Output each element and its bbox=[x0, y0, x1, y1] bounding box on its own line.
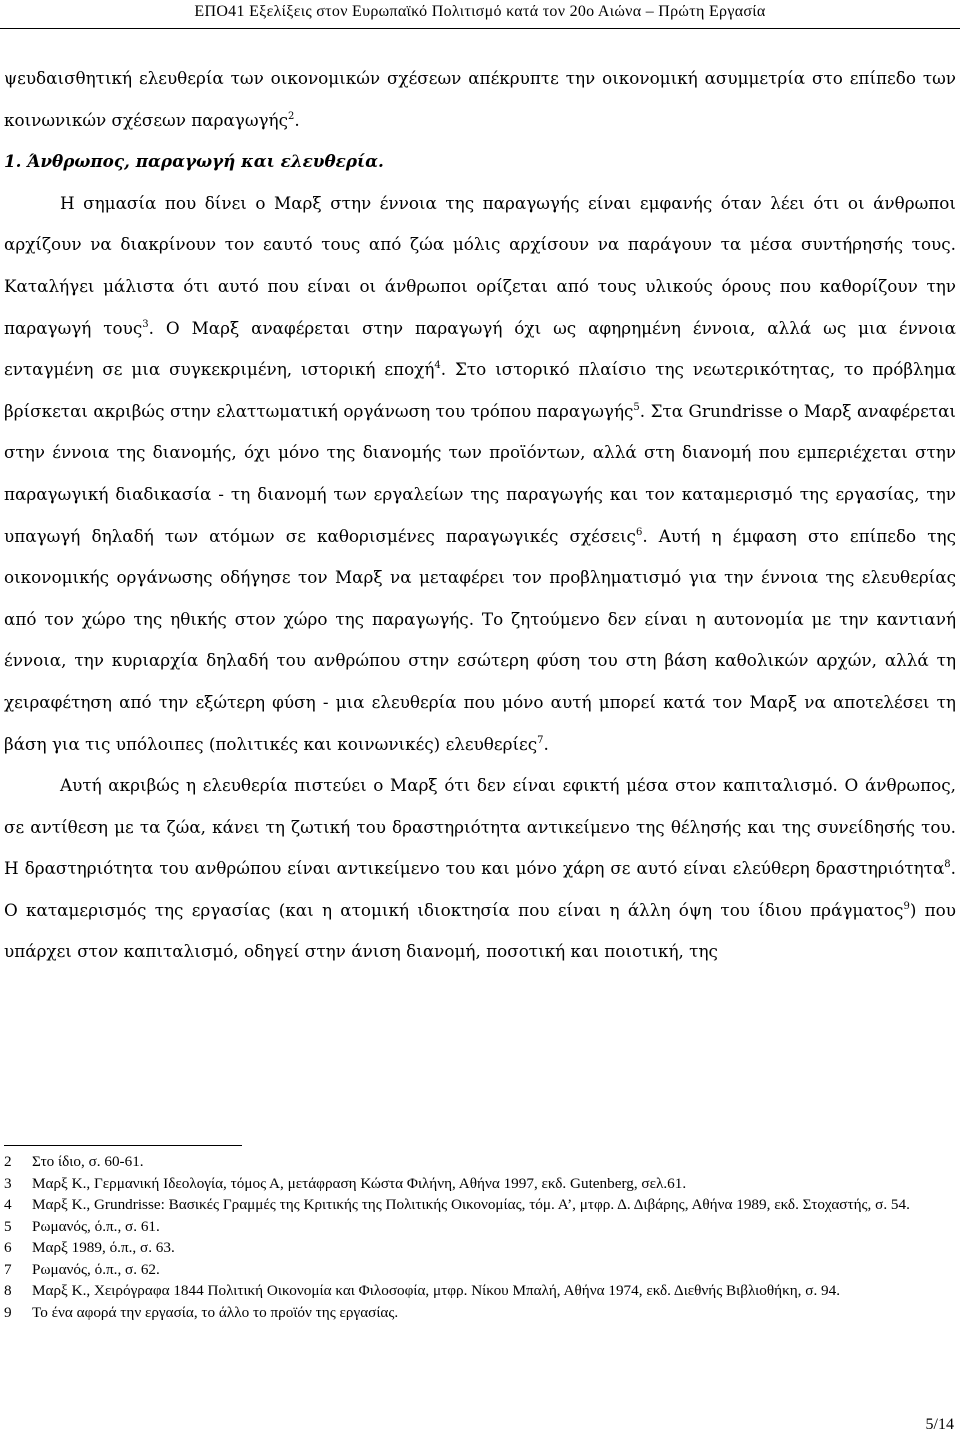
paragraph: Αυτή ακριβώς η ελευθερία πιστεύει ο Μαρξ ότι δεν είναι εφικτή μέσα στον καπιταλισμό. Ο άνθρωπος, σε αντίθεση με τα ζώα, κάνει τη ζωτική του δραστηριότητα αντικείμενο της θέλησής και της συνείδησής του. Η δραστηριότητα του ανθρώπου είναι αντικείμενο του και μόνο χάρη σε αυτό είναι ελεύθερη δραστηριότητα$^8$. Ο καταμερισμός της εργασίας (και η ατομική ιδιοκτησία που είναι η άλλη όψη του ίδιου πράγματος$^9$) που υπάρχει στον καπιταλισμό, οδηγεί στην άνιση διανομή, ποσοτική και ποιοτική, της bbox=[4, 775, 956, 962]
footnote bbox=[4, 1173, 956, 1195]
footnote bbox=[4, 1237, 956, 1259]
footnote-number: 8 bbox=[4, 1282, 12, 1299]
footnote-text: Μαρξ 1989, ό.π., σ. 63. bbox=[32, 1239, 175, 1256]
footnote-ref: 4 bbox=[434, 360, 441, 372]
footnote-text: Το ένα αφορά την εργασία, το άλλο το προϊόν της εργασίας. bbox=[32, 1303, 399, 1321]
footnote bbox=[4, 1151, 956, 1173]
footnote-ref: 8 bbox=[944, 859, 951, 871]
footnote-text: Μαρξ Κ., Γερμανική Ιδεολογία, τόμος Α, μετάφραση Κώστα Φιλήνη, Αθήνα 1997, εκδ. Gutenberg, σελ.61. bbox=[32, 1174, 687, 1192]
footnote-number: 9 bbox=[4, 1303, 12, 1321]
footnote-text: Μαρξ Κ., Grundrisse: Βασικές Γραμμές της Κριτικής της Πολιτικής Οικονομίας, τόμ. Α’, μτφρ. Δ. Διβάρης, Αθήνα 1989, εκδ. Στοχαστής, σ. 54. bbox=[32, 1196, 910, 1213]
running-header bbox=[0, 0, 960, 28]
footnote bbox=[4, 1302, 956, 1324]
footnote-ref: 2 bbox=[288, 110, 295, 122]
footnote-text: Στο ίδιο, σ. 60-61. bbox=[32, 1153, 144, 1170]
footnote-ref: 5 bbox=[633, 401, 640, 413]
footnote-number: 7 bbox=[4, 1260, 12, 1278]
footnote bbox=[4, 1194, 956, 1216]
footnote-ref: 6 bbox=[635, 526, 643, 538]
footnote-separator bbox=[4, 1145, 242, 1146]
footnote-text: Ρωμανός, ό.π., σ. 62. bbox=[32, 1260, 160, 1278]
footnote-text: Μαρξ Κ., Χειρόγραφα 1844 Πολιτική Οικονομία και Φιλοσοφία, μτφρ. Νίκου Μπαλή, Αθήνα 1974, εκδ. Διεθνής Βιβλιοθήκη, σ. 94. bbox=[32, 1282, 841, 1299]
section-heading: 1. Άνθρωπος, παραγωγή και ελευθερία. bbox=[4, 151, 384, 172]
footnote-number: 6 bbox=[4, 1239, 12, 1256]
paragraph-continued: ψευδαισθητική ελευθερία των οικονομικών σχέσεων απέκρυπτε την οικονομική ασυμμετρία στο επίπεδο των κοινωνικών σχέσεων παραγωγής$^2$. bbox=[4, 68, 956, 130]
footnote-number: 3 bbox=[4, 1174, 12, 1192]
main-text bbox=[4, 58, 956, 973]
paragraph: Η σημασία που δίνει ο Μαρξ στην έννοια της παραγωγής είναι εμφανής όταν λέει ότι οι άνθρωποι αρχίζουν να διακρίνουν τον εαυτό τους από ζώα μόλις αρχίσουν να παράγουν τα μέσα συντήρησής τους. Καταλήγει μάλιστα ότι αυτό που είναι οι άνθρωποι ορίζεται από τους υλικούς όρους που καθορίζουν την παραγωγή τους$^3$. Ο Μαρξ αναφέρεται στην παραγωγή όχι ως αφηρημένη έννοια, αλλά ως μια έννοια ενταγμένη σε μια συγκεκριμένη, ιστορική εποχή$^4$. Στο ιστορικό πλαίσιο της νεωτερικότητας, το πρόβλημα βρίσκεται ακριβώς στην ελαττωματική οργάνωση του τρόπου παραγωγής$^5$. Στα Grundrisse ο Μαρξ αναφέρεται στην έννοια της διανομής, όχι μόνο της διανομής των προϊόντων, αλλά στη διανομή που εμπεριέχεται στην παραγωγική διαδικασία - τη διανομή των εργαλείων της παραγωγής και τον καταμερισμό της εργασίας, την υπαγωγή δηλαδή των ατόμων σε καθορισμένες παραγωγικές σχέσεις$^6$. Αυτή η έμφαση στο επίπεδο της οικονομικής οργάνωσης οδήγησε τον Μαρξ να μεταφέρει τον προβληματισμό για την έννοια της ελευθερίας από τον χώρο της ηθικής στον χώρο της παραγωγής. Το ζητούμενο δεν είναι η αυτονομία με την καντιανή έννοια, την κυριαρχία δηλαδή του ανθρώπου στην εσώτερη φύση του στη βάση καθολικών αρχών, αλλά τη χειραφέτηση από την εξώτερη φύση - μια ελευθερία που μόνο αυτή μπορεί κατά τον Μαρξ να αποτελέσει τη βάση για τις υπόλοιπες (πολιτικές και κοινωνικές) ελευθερίες$^7$. bbox=[4, 192, 957, 754]
header-title: ΕΠΟ41 Εξελίξεις στον Ευρωπαϊκό Πολιτισμό κατά τον 20ο Αιώνα – Πρώτη Εργασία bbox=[194, 3, 766, 20]
footnote-text: Ρωμανός, ό.π., σ. 61. bbox=[32, 1217, 160, 1235]
footnote-number: 4 bbox=[4, 1196, 12, 1213]
header-rule bbox=[0, 28, 960, 29]
footnotes bbox=[4, 1151, 956, 1323]
footnote-ref: 9 bbox=[903, 900, 910, 912]
footnote bbox=[4, 1216, 956, 1238]
footnote bbox=[4, 1259, 956, 1281]
footnote-ref: 3 bbox=[142, 318, 149, 330]
footnote-number: 5 bbox=[4, 1217, 12, 1235]
footnote bbox=[4, 1280, 956, 1302]
footnote-ref: 7 bbox=[537, 734, 544, 746]
page-number: 5/14 bbox=[925, 1416, 954, 1433]
footnote-number: 2 bbox=[4, 1153, 12, 1170]
